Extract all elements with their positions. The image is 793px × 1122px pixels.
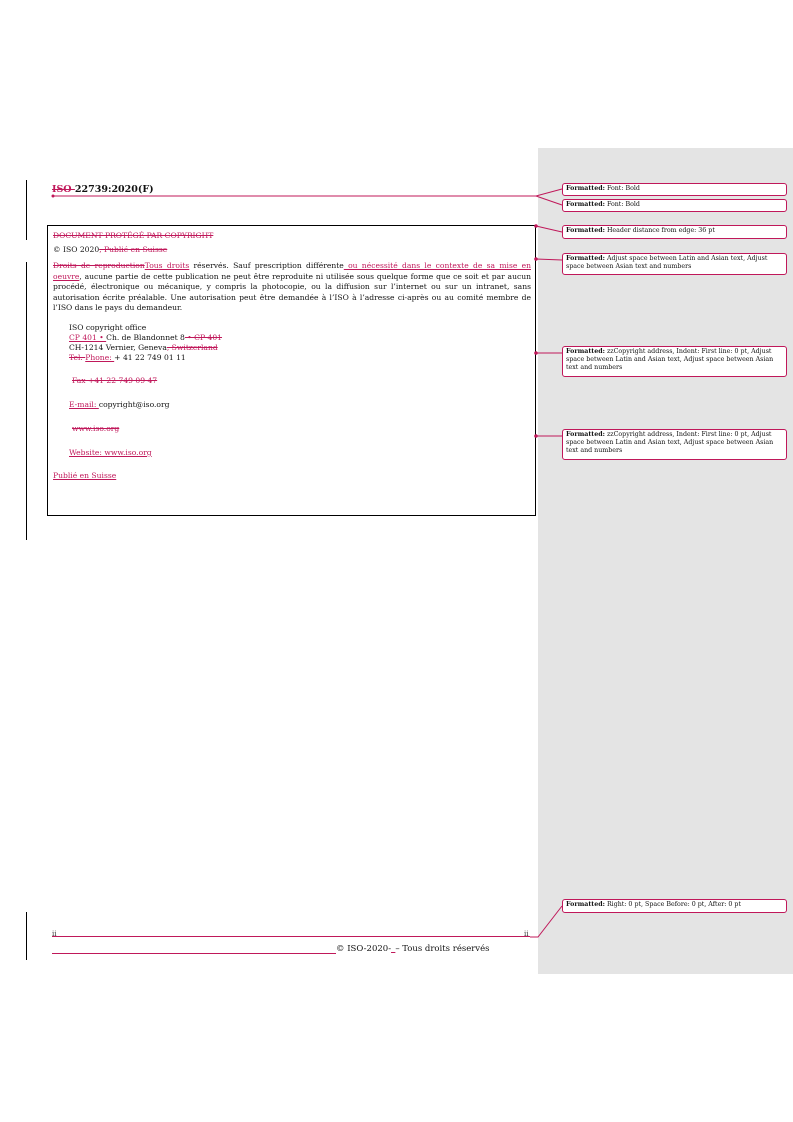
comment-text: Right: 0 pt, Space Before: 0 pt, After: 0 pt xyxy=(604,901,741,908)
comment-text: Font: Bold xyxy=(604,201,640,208)
website-line: Website: www.iso.org xyxy=(69,448,152,457)
city-text: CH-1214 Vernier, Geneva xyxy=(69,343,167,352)
copyright-title: DOCUMENT PROTÉGÉ PAR COPYRIGHT xyxy=(53,231,214,240)
page-number-right: ii xyxy=(524,930,529,938)
change-bar xyxy=(26,262,27,540)
comment-label: Formatted: xyxy=(566,348,605,355)
comment-text: zzCopyright address, Indent: First line: 0 pt, Adjust space between Latin and Asian text, Adjust space between Asian text and numbers xyxy=(566,431,774,454)
deleted-text: Droits de reproduction xyxy=(53,261,145,270)
deleted-text: , Publié en Suisse xyxy=(99,245,168,254)
phone-text: + 41 22 749 01 11 xyxy=(114,353,186,362)
change-bar xyxy=(26,180,27,240)
comment-label: Formatted: xyxy=(566,431,605,438)
email-text: copyright@iso.org xyxy=(98,400,170,409)
phone-line xyxy=(69,353,186,364)
inserted-text: _ xyxy=(391,944,396,954)
inserted-text: ou nécessité dans le contexte de sa mise en oeuvre xyxy=(53,261,531,281)
copyright-line xyxy=(53,245,167,256)
inserted-text: Tous droits xyxy=(144,261,190,270)
format-comment[interactable] xyxy=(562,346,787,377)
comment-text: Adjust space between Latin and Asian text, Adjust space between Asian text and numbers xyxy=(566,255,768,270)
format-comment[interactable] xyxy=(562,225,787,239)
deleted-text: ISO xyxy=(52,184,75,195)
format-comment[interactable] xyxy=(562,253,787,275)
city-line xyxy=(69,343,218,354)
format-comment[interactable] xyxy=(562,899,787,913)
address-line xyxy=(69,333,222,344)
email-line xyxy=(69,400,170,411)
deleted-text: • CP 401 xyxy=(184,333,223,342)
page-number-left: ii xyxy=(52,930,57,938)
comment-label: Formatted: xyxy=(566,255,605,262)
fax-line: Fax +41 22 749 09 47 xyxy=(72,376,158,385)
web-line-deleted: www.iso.org xyxy=(72,424,120,433)
footer-copyright: © ISO-2020-_– Tous droits réservés xyxy=(336,944,490,954)
document-header xyxy=(52,184,154,195)
inserted-text: Phone: xyxy=(85,353,115,362)
copyright-year: © ISO 2020 xyxy=(53,245,100,254)
address-text: Ch. de Blandonnet 8 xyxy=(106,333,185,342)
inserted-text: E-mail: xyxy=(69,400,99,409)
rights-text: , aucune partie de cette publication ne peut être reproduite ni utilisée sous quelque forme que ce soit et par aucun procédé, électronique ou mécanique, y compris la photocopie, ou la diffusion sur l’internet ou sur un intranet, sans autorisation écrite préalable. Une autorisation peut être demandée à l’ISO à l’adresse ci-après ou au comité membre de l’ISO dans le pays du demandeur. xyxy=(53,271,531,313)
format-comment[interactable] xyxy=(562,183,787,196)
comment-text: zzCopyright address, Indent: First line: 0 pt, Adjust space between Latin and Asian text, Adjust space between Asian text and numbers xyxy=(566,348,774,371)
footer-rule xyxy=(52,953,336,954)
comment-text: Header distance from edge: 36 pt xyxy=(604,227,715,234)
copyright-box xyxy=(47,225,536,516)
header-id-text: 22739:2020(F) xyxy=(74,184,154,195)
inserted-text: CP 401 • xyxy=(69,333,107,342)
format-comment[interactable] xyxy=(562,199,787,212)
comment-label: Formatted: xyxy=(566,201,605,208)
rights-text: réservés. Sauf prescription différente xyxy=(189,261,344,270)
comment-label: Formatted: xyxy=(566,227,605,234)
deleted-text: Tel. xyxy=(69,353,86,362)
format-comment[interactable] xyxy=(562,429,787,460)
change-bar xyxy=(26,912,27,960)
comment-text: Font: Bold xyxy=(604,185,640,192)
footer-text: – Tous droits réservés xyxy=(395,944,490,954)
rights-paragraph xyxy=(53,261,531,314)
footer-year: 2020 xyxy=(366,944,389,954)
footer-text: © ISO xyxy=(336,944,364,954)
comment-label: Formatted: xyxy=(566,901,605,908)
footer-rule xyxy=(52,936,530,937)
deleted-text: , Switzerland xyxy=(166,343,218,352)
comment-label: Formatted: xyxy=(566,185,605,192)
published-line: Publié en Suisse xyxy=(53,471,117,480)
office-name: ISO copyright office xyxy=(69,323,147,332)
